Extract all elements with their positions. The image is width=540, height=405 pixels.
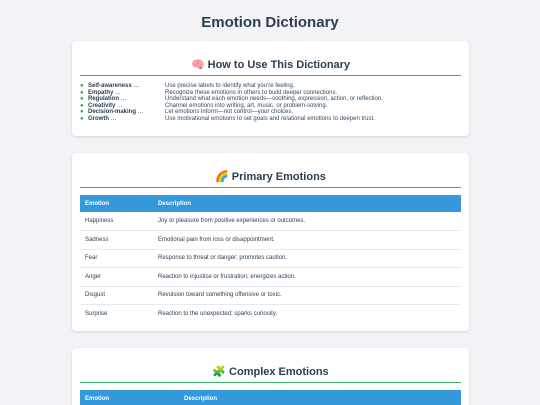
howto-term: Creativity … [88, 102, 124, 109]
howto-title [80, 58, 461, 76]
howto-desc: Recognize these emotions in others to build deeper connections. [165, 89, 338, 96]
table-row [80, 231, 461, 250]
howto-desc: Use precise labels to identify what you're feeling. [165, 83, 295, 89]
description-cell: Revulsion toward something offensive or toxic. [153, 286, 461, 305]
howto-item [80, 109, 461, 116]
column-header-emotion: Emotion [80, 390, 179, 405]
table-row [80, 212, 461, 231]
brain-icon: 🧠 [190, 59, 205, 71]
howto-desc: Channel emotions into writing, art, music, or problem-solving. [165, 102, 328, 109]
complex-emotions-card [72, 348, 469, 405]
howto-term: Empathy … [88, 89, 122, 96]
complex-title-text: Complex Emotions [229, 366, 329, 378]
rainbow-icon: 🌈 [215, 171, 229, 183]
description-cell: Joy or pleasure from positive experiences or outcomes. [153, 212, 461, 231]
primary-emotions-table [80, 195, 461, 323]
emotion-cell: Happiness [80, 212, 153, 231]
bullet-icon: ● [80, 83, 84, 89]
howto-term: Decision-making … [88, 109, 144, 116]
howto-desc: Understand what each emotion needs—soothing, expression, action, or reflection. [165, 96, 383, 103]
emotion-cell: Disgust [80, 286, 153, 305]
howto-term: Growth … [88, 115, 117, 122]
table-row [80, 268, 461, 287]
howto-card [72, 41, 469, 136]
howto-title-text: How to Use This Dictionary [207, 59, 351, 71]
howto-item [80, 90, 461, 97]
howto-item [80, 96, 461, 103]
column-header-description: Description [153, 195, 461, 212]
column-header-description: Description [179, 390, 461, 405]
emotion-cell: Anger [80, 268, 153, 287]
bullet-icon: ● [80, 89, 84, 96]
description-cell: Reaction to injustice or frustration; energizes action. [153, 268, 461, 287]
bullet-icon: ● [80, 115, 84, 122]
description-cell: Response to threat or danger; promotes caution. [153, 249, 461, 268]
table-row [80, 305, 461, 324]
description-cell: Reaction to the unexpected; sparks curiosity. [158, 311, 277, 317]
howto-term: Self-awareness … [88, 83, 140, 89]
bullet-icon: ● [80, 102, 84, 109]
column-header-emotion: Emotion [80, 195, 153, 212]
howto-list [80, 83, 461, 123]
table-row [80, 286, 461, 305]
howto-item [80, 103, 461, 110]
table-row [80, 249, 461, 268]
bullet-icon: ● [80, 96, 84, 103]
howto-term: Regulation … [88, 96, 127, 103]
howto-desc: Use motivational emotions to set goals and relational emotions to deepen trust. [165, 115, 375, 122]
complex-emotions-table [80, 390, 461, 405]
howto-item [80, 83, 461, 90]
primary-emotions-card [72, 153, 469, 331]
emotion-cell: Surprise [85, 311, 108, 317]
complex-title [80, 365, 461, 383]
table-header-row [80, 195, 461, 212]
howto-desc: Let emotions inform—not control—your choices. [165, 109, 294, 116]
table-header-row [80, 390, 461, 405]
emotion-cell: Fear [80, 249, 153, 268]
bullet-icon: ● [80, 109, 84, 116]
howto-item [80, 116, 461, 123]
page-title: Emotion Dictionary [201, 14, 339, 31]
puzzle-icon: 🧩 [212, 366, 227, 378]
emotion-cell: Sadness [80, 231, 153, 250]
primary-title-text: Primary Emotions [231, 171, 326, 183]
description-cell: Emotional pain from loss or disappointment. [153, 231, 461, 250]
primary-title [80, 170, 461, 188]
